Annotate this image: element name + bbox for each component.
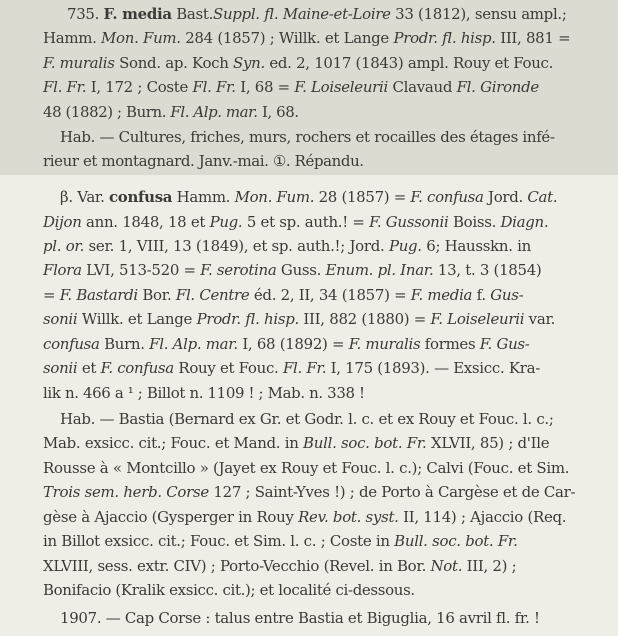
- variety-line-3: pl. or. ser. 1, VIII, 13 (1849), et sp. auth.!; Jord. Pug. 6; Hausskn. in: [43, 237, 531, 255]
- variety-line-5: = F. Bastardi Bor. Fl. Centre éd. 2, II, 34 (1857) = F. media f. Gus-: [43, 286, 524, 304]
- variety-line-4: Flora LVI, 513-520 = F. serotina Guss. Enum. pl. Inar. 13, t. 3 (1854): [43, 261, 542, 279]
- entry-line-2: Hamm. Mon. Fum. 284 (1857) ; Willk. et Lange Prodr. fl. hisp. III, 881 =: [43, 29, 571, 47]
- variety-line-7: confusa Burn. Fl. Alp. mar. I, 68 (1892) = F. muralis formes F. Gus-: [43, 335, 530, 353]
- variety-habitat-line-3: Rousse à « Montcillo » (Jayet ex Rouy et Fouc. l. c.); Calvi (Fouc. et Sim.: [43, 459, 570, 477]
- variety-line-1: β. Var. confusa Hamm. Mon. Fum. 28 (1857) = F. confusa Jord. Cat.: [60, 188, 558, 206]
- variety-line-8: sonii et F. confusa Rouy et Fouc. Fl. Fr. I, 175 (1893). — Exsicc. Kra-: [43, 359, 540, 377]
- entry-number: 735.: [67, 5, 100, 23]
- entry-habitat-line-1: Hab. — Cultures, friches, murs, rochers et rocailles des étages infé-: [60, 128, 555, 146]
- variety-habitat-line-2: Mab. exsicc. cit.; Fouc. et Mand. in Bull. soc. bot. Fr. XLVII, 85) ; d'Ile: [43, 434, 550, 452]
- variety-habitat-line-4: Trois sem. herb. Corse 127 ; Saint-Yves !) ; de Porto à Cargèse et de Car-: [43, 483, 576, 501]
- variety-line-9: lik n. 466 a ¹ ; Billot n. 1109 ! ; Mab. n. 338 !: [43, 384, 365, 402]
- variety-line-6: sonii Willk. et Lange Prodr. fl. hisp. III, 882 (1880) = F. Loiseleurii var.: [43, 310, 556, 328]
- entry-line-5: 48 (1882) ; Burn. Fl. Alp. mar. I, 68.: [43, 103, 299, 121]
- variety-habitat-line-5: gèse à Ajaccio (Gysperger in Rouy Rev. bot. syst. II, 114) ; Ajaccio (Req.: [43, 508, 567, 526]
- variety-habitat-line-1: Hab. — Bastia (Bernard ex Gr. et Godr. l. c. et ex Rouy et Fouc. l. c.;: [60, 410, 554, 428]
- variety-line-2: Dijon ann. 1848, 18 et Pug. 5 et sp. auth.! = F. Gussonii Boiss. Diagn.: [43, 213, 549, 231]
- variety-name: confusa: [109, 188, 173, 206]
- entry-line-1: 735. F. media Bast.Suppl. fl. Maine-et-Loire 33 (1812), sensu ampl.;: [67, 5, 567, 23]
- entry-line-3: F. muralis Sond. ap. Koch Syn. ed. 2, 1017 (1843) ampl. Rouy et Fouc.: [43, 54, 554, 72]
- variety-habitat-line-6: in Billot exsicc. cit.; Fouc. et Sim. l. c. ; Coste in Bull. soc. bot. Fr.: [43, 532, 518, 550]
- variety-habitat-line-8: Bonifacio (Kralik exsicc. cit.); et localité ci-dessous.: [43, 581, 415, 599]
- entry-habitat-line-2: rieur et montagnard. Janv.-mai. ①. Répandu.: [43, 152, 364, 170]
- entry-line-4: Fl. Fr. I, 172 ; Coste Fl. Fr. I, 68 = F. Loiseleurii Clavaud Fl. Gironde: [43, 78, 539, 96]
- collection-record: 1907. — Cap Corse : talus entre Bastia et Biguglia, 16 avril fl. fr. !: [60, 609, 540, 627]
- variety-habitat-line-7: XLVIII, sess. extr. CIV) ; Porto-Vecchio (Revel. in Bor. Not. III, 2) ;: [43, 557, 517, 575]
- species-name: F. media: [103, 5, 172, 23]
